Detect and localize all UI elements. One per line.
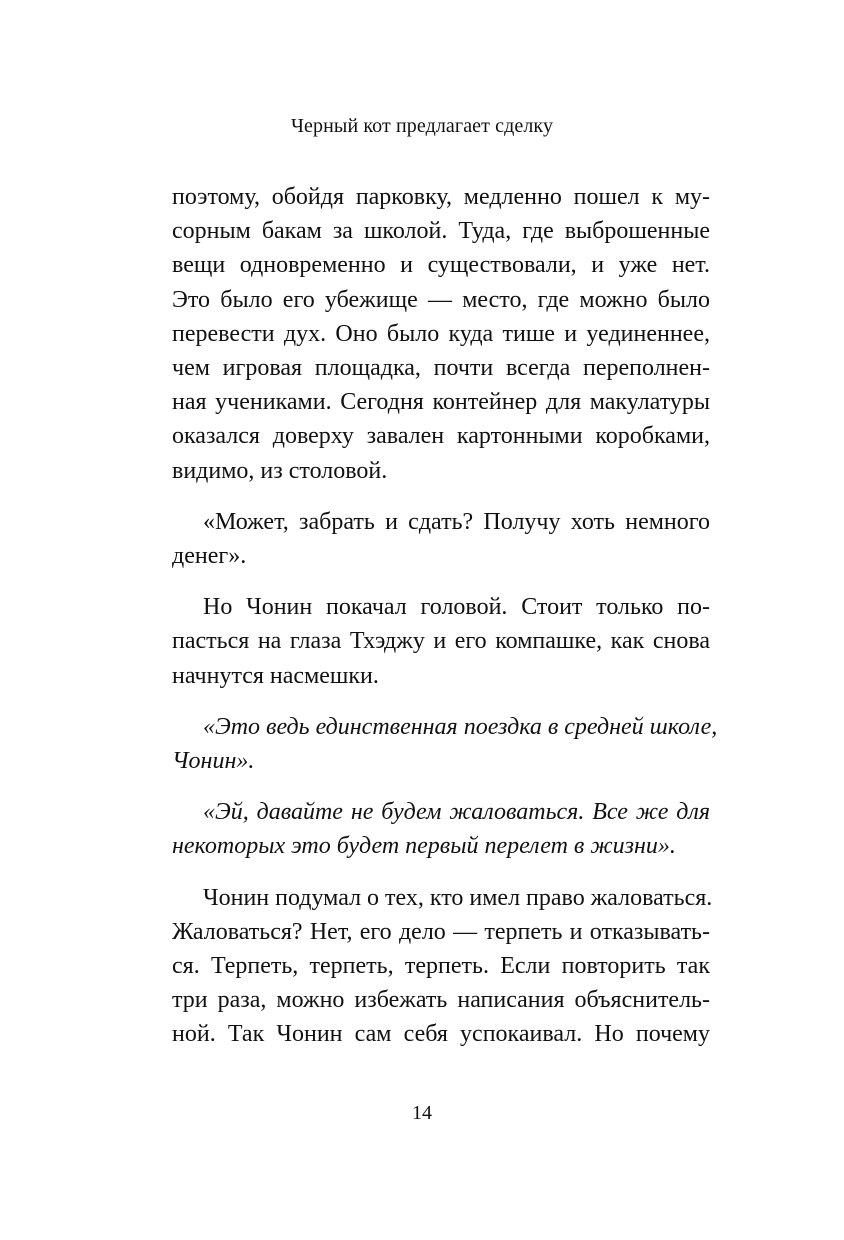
text-line: поэтому, обойдя парковку, медленно пошел к му-	[172, 184, 710, 210]
text-line: вещи одновременно и существовали, и уже нет.	[172, 252, 710, 279]
text-line: «Эй, давайте не будем жаловаться. Все же для	[203, 799, 710, 826]
text-line: Чонин подумал о тех, кто имел право жаловаться.	[203, 884, 713, 911]
paragraph-4	[172, 710, 718, 778]
text-line: «Это ведь единственная поездка в средней школе,	[203, 713, 718, 740]
paragraph-1	[172, 180, 710, 488]
text-line: пасться на глаза Тхэджу и его компашке, как снова	[172, 628, 710, 655]
paragraph-6	[172, 881, 713, 1052]
text-line: оказался доверху завален картонными коробками,	[172, 423, 710, 450]
paragraph-3	[172, 590, 710, 693]
text-line: ная учениками. Сегодня контейнер для макулатуры	[172, 389, 710, 416]
text-line: Чонин».	[172, 748, 255, 775]
text-line: Но Чонин покачал головой. Стоит только по-	[203, 594, 710, 621]
text-line: ся. Терпеть, терпеть, терпеть. Если повторить так	[172, 953, 710, 980]
text-line: сорным бакам за школой. Туда, где выброшенные	[172, 218, 710, 245]
text-line: Жаловаться? Нет, его дело — терпеть и отказывать-	[172, 918, 710, 945]
text-line: денег».	[172, 543, 247, 570]
page-number: 14	[412, 1102, 432, 1124]
text-line: начнутся насмешки.	[172, 662, 379, 689]
paragraph-5	[172, 795, 710, 863]
running-head: Черный кот предлагает сделку	[290, 115, 554, 137]
text-line: перевести дух. Оно было куда тише и уединеннее,	[172, 320, 710, 347]
text-line: видимо, из столовой.	[172, 457, 388, 484]
text-line: ной. Так Чонин сам себя успокаивал. Но почему	[172, 1021, 710, 1048]
body-text	[172, 180, 718, 1052]
text-line: чем игровая площадка, почти всегда переполнен-	[172, 355, 710, 382]
paragraph-2	[172, 505, 710, 573]
text-line: Это было его убежище — место, где можно было	[172, 286, 710, 313]
text-line: три раза, можно избежать написания объяснитель-	[172, 987, 710, 1014]
text-line: некоторых это будет первый перелет в жизни».	[172, 833, 676, 860]
text-line: «Может, забрать и сдать? Получу хоть немного	[203, 508, 710, 535]
